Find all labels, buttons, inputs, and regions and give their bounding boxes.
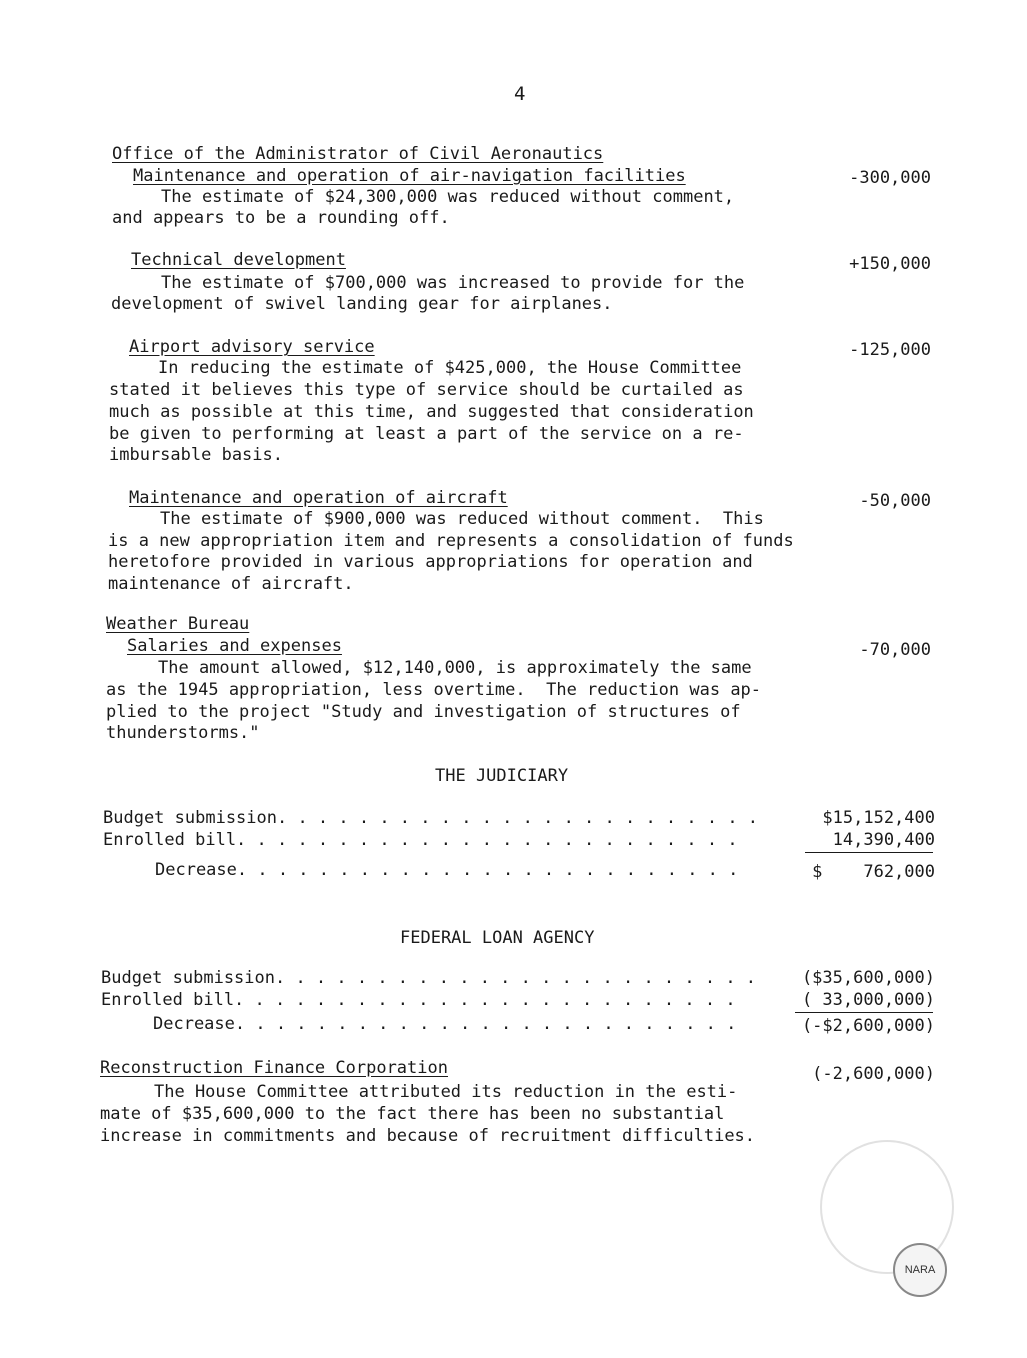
total-rule — [805, 852, 933, 853]
loan-row-amount: ( 33,000,000) — [801, 990, 935, 1010]
item-body-line: plied to the project "Study and investigation of structures of — [106, 702, 741, 722]
item-body-line: The estimate of $24,300,000 was reduced without comment, — [161, 187, 735, 207]
item-title-air-navigation: Maintenance and operation of air-navigation facilities — [133, 166, 686, 186]
item-title-salaries: Salaries and expenses — [127, 636, 342, 656]
item-title-technical-development: Technical development — [131, 250, 346, 270]
page-number: 4 — [514, 83, 526, 105]
judiciary-row-label: Budget submission. . . . . . . . . . . . . . . . . . . . . . . . — [103, 808, 759, 828]
section-heading-weather-bureau: Weather Bureau — [106, 614, 250, 634]
item-amount-rfc: (-2,600,000) — [812, 1064, 935, 1084]
item-body-line: The estimate of $900,000 was reduced without comment. This — [160, 509, 764, 529]
item-body-line: is a new appropriation item and represents a consolidation of funds — [108, 531, 794, 551]
item-body-line: heretofore provided in various appropriations for operation and — [108, 552, 753, 572]
item-body-line: imbursable basis. — [109, 445, 283, 465]
item-body-line: The House Committee attributed its reduction in the esti- — [154, 1082, 738, 1102]
item-amount-aircraft: -50,000 — [859, 491, 931, 511]
item-body-line: as the 1945 appropriation, less overtime. The reduction was ap- — [106, 680, 762, 700]
loan-row-label: Enrolled bill. . . . . . . . . . . . . . . . . . . . . . . . . — [101, 990, 736, 1010]
item-body-line: In reducing the estimate of $425,000, the House Committee — [158, 358, 742, 378]
item-body-line: thunderstorms." — [106, 723, 260, 743]
loan-row-label: Decrease. . . . . . . . . . . . . . . . . . . . . . . . . — [153, 1014, 737, 1034]
judiciary-row-amount: 14,390,400 — [832, 830, 935, 850]
item-body-line: be given to performing at least a part of the service on a re- — [109, 424, 744, 444]
judiciary-row-label: Enrolled bill. . . . . . . . . . . . . . . . . . . . . . . . . — [103, 830, 738, 850]
nara-seal: NARA — [893, 1243, 947, 1297]
judiciary-row-amount: $ 762,000 — [812, 862, 935, 882]
judiciary-row-amount: $15,152,400 — [822, 808, 935, 828]
section-heading-judiciary: THE JUDICIARY — [435, 766, 569, 786]
loan-row-label: Budget submission. . . . . . . . . . . . . . . . . . . . . . . . — [101, 968, 757, 988]
item-body-line: mate of $35,600,000 to the fact there has been no substantial — [100, 1104, 725, 1124]
item-body-line: much as possible at this time, and suggested that consideration — [109, 402, 754, 422]
section-heading-office-admin: Office of the Administrator of Civil Aeronautics — [112, 144, 604, 164]
loan-row-amount: ($35,600,000) — [801, 968, 935, 988]
judiciary-row-label: Decrease. . . . . . . . . . . . . . . . . . . . . . . . . — [155, 860, 739, 880]
item-body-line: and appears to be a rounding off. — [112, 208, 450, 228]
item-amount-airport-advisory: -125,000 — [849, 340, 931, 360]
item-amount-air-navigation: -300,000 — [849, 168, 931, 188]
item-amount-salaries: -70,000 — [859, 640, 931, 660]
item-title-airport-advisory: Airport advisory service — [129, 337, 375, 357]
item-body-line: increase in commitments and because of recruitment difficulties. — [100, 1126, 756, 1146]
item-body-line: The estimate of $700,000 was increased to provide for the — [161, 273, 745, 293]
section-heading-federal-loan: FEDERAL LOAN AGENCY — [400, 928, 595, 948]
item-title-aircraft: Maintenance and operation of aircraft — [129, 488, 508, 508]
loan-row-amount: (-$2,600,000) — [801, 1016, 935, 1036]
item-amount-technical-development: +150,000 — [849, 254, 931, 274]
item-title-rfc: Reconstruction Finance Corporation — [100, 1058, 448, 1078]
total-rule — [795, 1012, 933, 1013]
item-body-line: The amount allowed, $12,140,000, is approximately the same — [158, 658, 752, 678]
item-body-line: maintenance of aircraft. — [108, 574, 354, 594]
item-body-line: stated it believes this type of service should be curtailed as — [109, 380, 744, 400]
item-body-line: development of swivel landing gear for airplanes. — [111, 294, 613, 314]
